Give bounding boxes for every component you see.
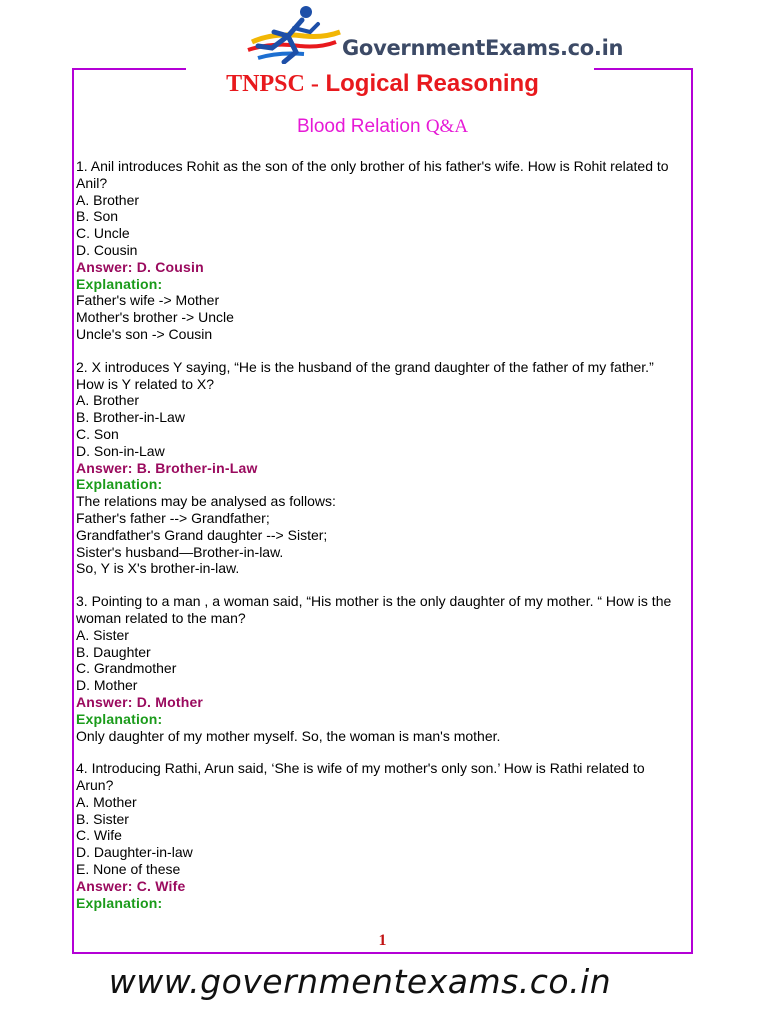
option: D. Daughter-in-law bbox=[76, 844, 193, 861]
option: B. Daughter bbox=[76, 643, 151, 660]
page-title bbox=[74, 70, 691, 98]
option: A. Brother bbox=[76, 392, 140, 409]
answer-text: Answer: C. Wife bbox=[76, 877, 186, 894]
explanation-line: Father's father --> Grandfather; bbox=[76, 509, 270, 526]
option: A. Mother bbox=[76, 793, 137, 810]
question-block bbox=[76, 760, 676, 911]
footer-url[interactable]: www.governmentexams.co.in bbox=[108, 962, 612, 1001]
explanation-line: So, Y is X's brother-in-law. bbox=[76, 560, 240, 577]
title-prefix: TNPSC - bbox=[226, 71, 319, 97]
answer-text: Answer: D. Cousin bbox=[76, 258, 204, 275]
option: B. Sister bbox=[76, 810, 129, 827]
title-main: Logical Reasoning bbox=[325, 70, 539, 97]
page-number: 1 bbox=[378, 932, 387, 949]
option: D. Mother bbox=[76, 677, 138, 694]
option: D. Son-in-Law bbox=[76, 442, 165, 459]
option: C. Grandmother bbox=[76, 660, 177, 677]
question-block bbox=[76, 359, 676, 577]
option: D. Cousin bbox=[76, 241, 138, 258]
option: A. Sister bbox=[76, 626, 129, 643]
answer-text: Answer: B. Brother-in-Law bbox=[76, 459, 258, 476]
explanation-line: Sister's husband—Brother-in-law. bbox=[76, 543, 284, 560]
question-text: 2. X introduces Y saying, “He is the husband of the grand daughter of the father of my father.” How is Y related to X? bbox=[76, 358, 654, 392]
explanation-label: Explanation: bbox=[76, 476, 163, 493]
option: B. Son bbox=[76, 208, 119, 225]
option: C. Son bbox=[76, 425, 119, 442]
option: E. None of these bbox=[76, 861, 181, 878]
option: A. Brother bbox=[76, 191, 140, 208]
explanation-line: The relations may be analysed as follows: bbox=[76, 493, 336, 510]
option: B. Brother-in-Law bbox=[76, 409, 185, 426]
explanation-line: Mother's brother -> Uncle bbox=[76, 309, 234, 326]
explanation-label: Explanation: bbox=[76, 894, 163, 911]
explanation-line: Grandfather's Grand daughter --> Sister; bbox=[76, 526, 328, 543]
question-block bbox=[76, 593, 676, 744]
subtitle-suffix: Q&A bbox=[425, 116, 469, 137]
page-subtitle bbox=[74, 116, 691, 138]
explanation-line: Father's wife -> Mother bbox=[76, 292, 220, 309]
site-logo[interactable] bbox=[238, 0, 624, 66]
question-text: 1. Anil introduces Rohit as the son of the only brother of his father's wife. How is Rohit related to Anil? bbox=[76, 158, 669, 191]
site-name: GovernmentExams.co.in bbox=[342, 36, 624, 60]
option: C. Wife bbox=[76, 827, 122, 844]
option: C. Uncle bbox=[76, 225, 130, 242]
question-text: 4. Introducing Rathi, Arun said, ‘She is wife of my mother's only son.’ How is Rathi related to Arun? bbox=[76, 760, 645, 794]
answer-text: Answer: D. Mother bbox=[76, 693, 204, 710]
explanation-label: Explanation: bbox=[76, 710, 163, 727]
explanation-line: Only daughter of my mother myself. So, the woman is man's mother. bbox=[76, 727, 501, 744]
question-text: 3. Pointing to a man , a woman said, “His mother is the only daughter of my mother. “ How is the woman related to the man? bbox=[76, 593, 672, 626]
explanation-line: Uncle's son -> Cousin bbox=[76, 325, 213, 342]
subtitle-topic: Blood Relation bbox=[296, 116, 421, 137]
question-block bbox=[76, 158, 676, 343]
explanation-label: Explanation: bbox=[76, 275, 163, 292]
runner-logo-icon bbox=[244, 2, 344, 66]
questions-list bbox=[76, 158, 676, 927]
